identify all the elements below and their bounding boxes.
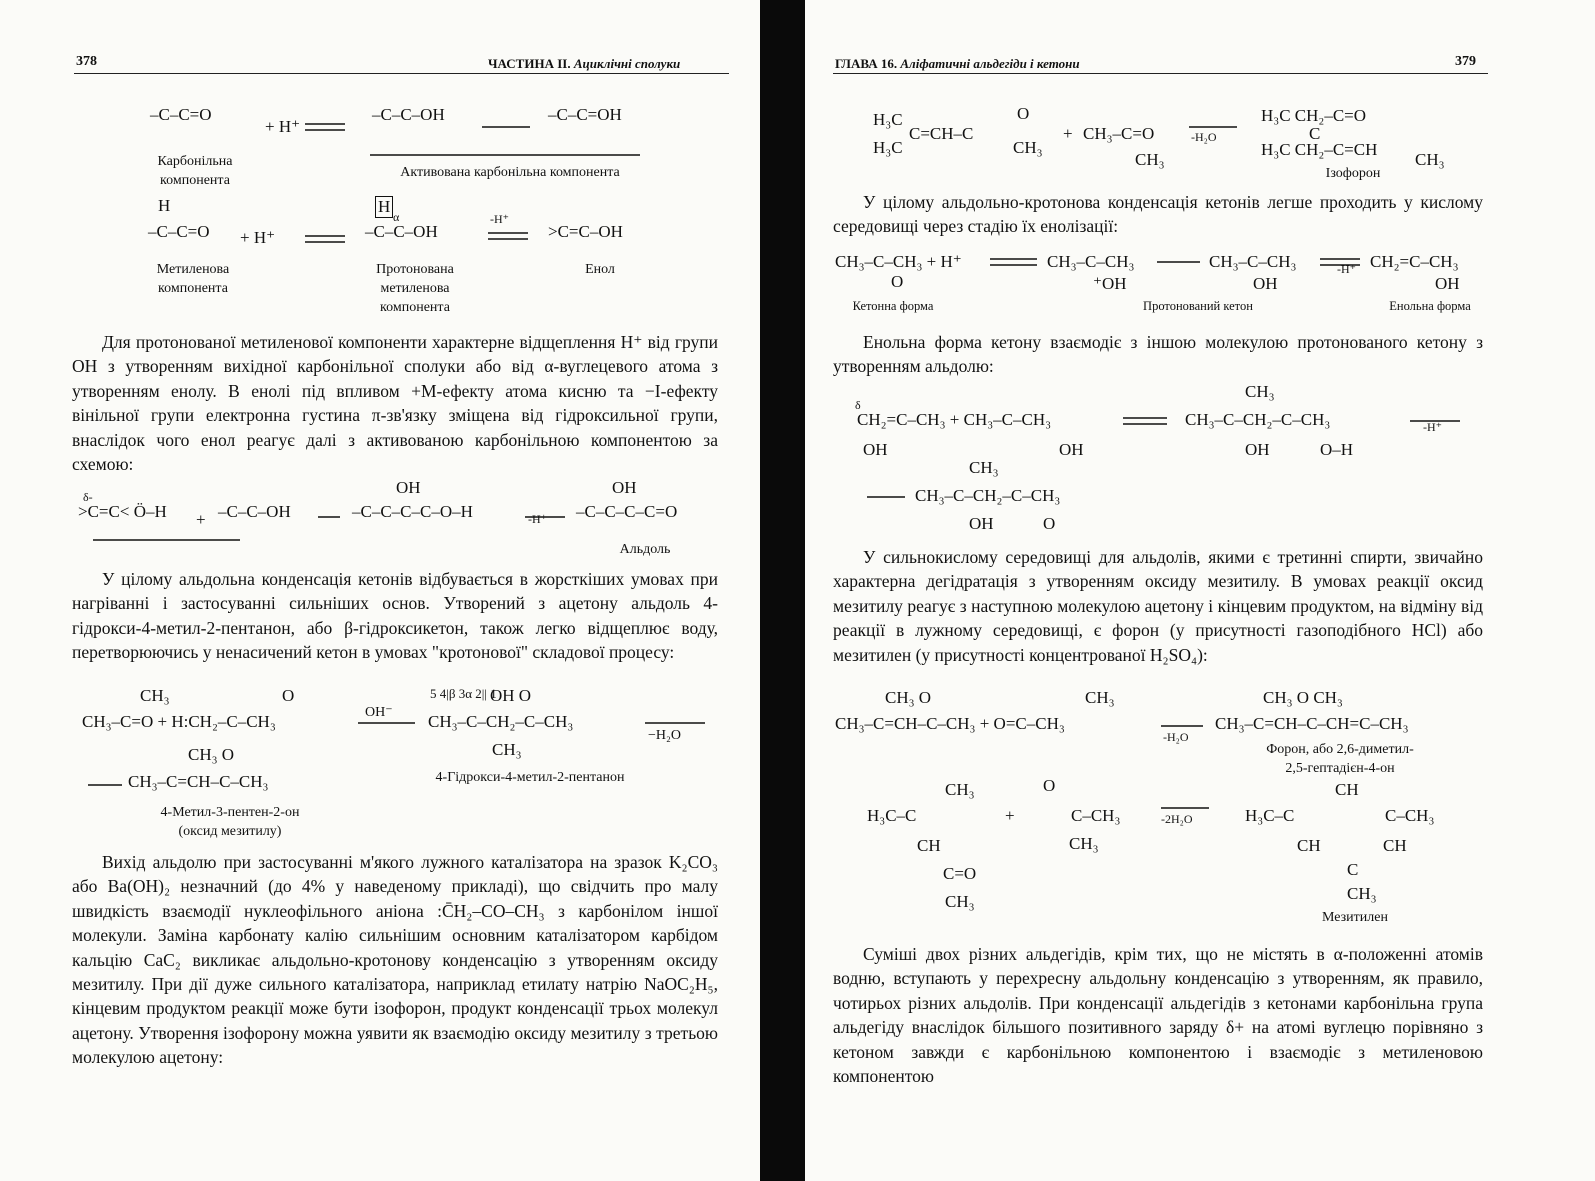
chem-carbonyl: –C–C=O [150,105,212,124]
chem-enol-oh: OH [1435,274,1460,293]
chem-numbering: 5 4|β 3α 2|| 1 [430,686,497,701]
label-hydroxy-pentanone: 4-Гідрокси-4-метил-2-пентанон [435,770,625,785]
chem-ring-ch3: CH₃ [1347,884,1377,903]
chem-isophorone-top: H₃C CH₂–C=O [1261,106,1367,125]
chem-phorone-left-top: CH₃ O [885,688,932,707]
label-phorone-2: 2,5-гептадієн-4-он [1285,761,1395,776]
label-enol-form: Енольна форма [1389,299,1471,313]
chem-m-b2: CH₃ [1069,834,1099,853]
chem-acetone-reactants: CH₃–C=O + H:CH₂–C–CH₃ [82,712,276,731]
chem-oh-catalyst: OH⁻ [365,705,393,720]
chem-ch3-top: CH₃ [140,686,170,705]
chem-activated-2: –C–C=OH [548,105,622,124]
label-activated: Активована карбонільна компонента [400,165,620,180]
chem-o-top: O [282,686,295,705]
chem-alpha: α [393,210,400,224]
chem-product-ch3: CH₃ [969,458,999,477]
header-title: Ациклічні сполуки [573,56,681,71]
left-arrows [0,0,772,1181]
chem-enol: >C=C–OH [548,222,623,241]
chem-ring-top: CH [1335,780,1359,799]
chem-h-boxed: H [375,196,393,218]
chem-ring-br: CH [1383,836,1407,855]
chem-m-a1: H₃C–C [867,806,917,825]
left-paragraph-2: У цілому альдольна конденсація кетонів відбувається в жорсткіших умовах при нагріванні і застосуванні сильніших основ. Утворений з ацетону альдоль 4-гідрокси-4-метил-2-пентанон, або β-гідроксикетон, також легко відщеплює воду, перетворюючись у ненасичений кетон в умовах "кротонової" складової процесу: [72,569,718,663]
chem-isophorone-bottom: H₃C CH₂–C=CH [1261,140,1378,159]
label-mesityl-oxide: 4-Метил-3-пентен-2-он [160,805,300,820]
chem-isophorone-ch3: CH₃ [1415,150,1445,169]
chem-delta: δ [855,398,861,412]
chem-plus-h-2: + H⁺ [240,228,276,247]
chem-oh-a: OH [396,478,421,497]
chem-minus-h2o-2: -H₂O [1163,730,1189,744]
chem-acetone: CH₃–C=O [1083,124,1155,143]
chem-plus-h: + H⁺ [265,117,301,136]
chem-h-top: H [158,196,171,215]
chem-cation-oh: OH [1059,440,1084,459]
chem-ch3: CH₃ [1013,138,1043,157]
header-title: Аліфатичні альдегіди і кетони [900,56,1080,71]
label-phorone: Форон, або 2,6-диметил- [1266,742,1414,757]
chem-phorone-reactants: CH₃–C=CH–C–CH₃ + O=C–CH₃ [835,714,1065,733]
label-carbonyl: Карбонільна компонента [157,154,233,188]
chem-minus-h: -H⁺ [1337,262,1356,276]
chem-ring-bottom: C [1347,860,1359,879]
chem-aldol: –C–C–C–C=O [576,502,678,521]
chem-enol-attack: CH₂=C–CH₃ + CH₃–C–CH₃ [857,410,1052,429]
chem-phorone: CH₃–C=CH–C–CH=C–CH₃ [1215,714,1409,733]
chem-h3c-a: H₃C [873,110,903,129]
chem-protonated: –C–C–OH [365,222,438,241]
chem-m-b1: C–CH₃ [1071,806,1121,825]
chem-plus: + [1063,124,1073,143]
chem-oh-o: OH O [490,686,532,705]
chem-m-b-o: O [1043,776,1056,795]
label-methylene: Метиленова компонента [156,262,230,296]
chem-aldol-product: CH₃–C–CH₂–C–CH₃ [428,712,574,731]
chem-oh-b: OH [612,478,637,497]
chem-acetone-ch3: CH₃ [1135,150,1165,169]
chem-ring-left: H₃C–C [1245,806,1295,825]
label-ketone-form: Кетонна форма [852,299,934,313]
chem-ring-bl: CH [1297,836,1321,855]
chem-m-ch3: CH₃ [945,780,975,799]
chem-aldol-cation: CH₃–C–CH₂–C–CH₃ [1185,410,1331,429]
chem-protonated-oh: ⁺OH [1093,274,1127,293]
right-paragraph-4: Суміші двох різних альдегідів, крім тих, що не містять в α-положенні атомів водню, вступають у перехресну альдольну конденсацію з утворенням, як правило, чотирьох різних альдолів. При конденсації альдегідів з кетонами карбонільна група альдегіду внаслідок більшого позитивного заряду δ+ на атомі вуглецю порівняно з кетоном завжди є карбонільною компонентою і взаємодіє з метиленовою компонентою [833,944,1483,1087]
chem-minus-h-3: -H⁺ [528,512,547,526]
chem-minus-2h2o: -2H₂O [1161,812,1193,826]
chem-isophorone-c: C [1309,124,1321,143]
chem-delta: δ- [83,490,93,504]
chem-m-a3: C=O [943,864,977,883]
label-protonated: Протонована метиленова компонента [376,262,454,315]
label-enol: Енол [585,262,615,277]
chem-ch3-bottom: CH₃ [492,740,522,759]
chem-product-o: O [1043,514,1056,533]
right-paragraph-1: У цілому альдольно-кротонова конденсація кетонів легше проходить у кислому середовищі через стадію їх енолізації: [833,192,1483,237]
chem-plus: + [196,510,206,529]
chem-minus-h-2: -H⁺ [1423,420,1442,434]
chem-m-a4: CH₃ [945,892,975,911]
chem-m-plus: + [1005,806,1015,825]
chem-minus-h: -H⁺ [490,212,509,226]
chem-enol-form: CH₂=C–CH₃ [1370,252,1459,271]
chem-minus-h2o: −H₂O [648,728,681,743]
chem-phorone-top: CH₃ O CH₃ [1263,688,1343,707]
left-paragraph-3: Вихід альдолю при застосуванні м'якого лужного каталізатора на зразок K₂CO₃ або Ba(OH)₂ незначний (до 4% у наведеному прикладі), що свідчить про малу швидкість взаємодії нуклеофільного аніона :C̄H₂–CO–CH₃ з карбонілом іншої молекули. Заміна карбонату калію сильнішим основним каталізатором карбідом кальцію CaC₂ викликає альдольно-кротонову конденсацію з утворенням оксиду мезитилу. При дії дуже сильного каталізатора, наприклад етилату натрію NaOC₂H₅, кінцевим продуктом реакції може бути ізофорон, продукт конденсації трьох молекул ацетону. Утворення ізофорону можна уявити як взаємодію оксиду мезитилу з третьою молекулою ацетону: [72,852,718,1068]
chem-carbocation: CH₃–C–CH₃ [1209,252,1297,271]
chem-aldol-oh2: O–H [1320,440,1354,459]
chem-ring-right: C–CH₃ [1385,806,1435,825]
chem-product-top: CH₃ O [188,745,235,764]
right-paragraph-3: У сильнокислому середовищі для альдолів, якими є третинні спирти, звичайно характерна дегідратація з утворенням оксиду мезитилу. В умовах реакції оксид мезитилу реагує з наступною молекулою ацетону і кінцевим продуктом, на відміну від реакції в лужному середовищі, є форон (у присутності газоподібного HCl) або мезитилен (у присутності концентрованої H₂SO₄): [833,547,1483,665]
right-arrows [805,0,1595,1181]
chem-acetone-ch3-top: CH₃ [1085,688,1115,707]
chem-aldol-oh: OH [1245,440,1270,459]
chem-enol-oh: OH [863,440,888,459]
right-paragraph-2: Енольна форма кетону взаємодіє з іншою молекулою протонованого кетону з утворенням альдолю: [833,332,1483,377]
right-page [805,0,1595,1181]
label-protonated-ketone: Протонований кетон [1143,299,1253,313]
chem-h3c-b: H₃C [873,138,903,157]
chem-mesityl: C=CH–C [909,124,974,143]
left-paragraph-1: Для протонованої метиленової компоненти характерне відщеплення H⁺ від групи OH з утворенням вихідної карбонільної сполуки або від α-вуглецевого атома з утворенням енолу. В енолі під впливом +M-ефекту атома кисню та −I-ефекту вінільної групи електронна густина π-зв'язку зміщена від гідроксильної групи, внаслідок чого енол реагує далі з активованою карбонільною компонентою за схемою: [72,332,718,475]
chem-enol-2: >C=C< Ö–H [78,502,167,521]
chem-m-a2: CH [917,836,941,855]
book-gutter [760,0,810,1181]
chem-minus-h2o: -H₂O [1191,130,1217,144]
chem-protonated-ketone: CH₃–C–CH₃ [1047,252,1135,271]
chem-mesityl-oxide: CH₃–C=CH–C–CH₃ [128,772,269,791]
chem-o: O [1017,104,1030,123]
label-mesitylene: Мезитилен [1322,910,1388,925]
chem-product-oh: OH [969,514,994,533]
chem-carbocation-oh: OH [1253,274,1278,293]
chem-ch3-top: CH₃ [1245,382,1275,401]
header-part: ЧАСТИНА II. [488,56,571,71]
page-number-left: 378 [76,54,97,69]
label-isophorone: Ізофорон [1325,166,1381,181]
header-chapter: ГЛАВА 16. [835,56,898,71]
chem-methylene: –C–C=O [148,222,210,241]
chem-activated-1: –C–C–OH [372,105,445,124]
left-page [0,0,772,1181]
chem-activated-3: –C–C–OH [218,502,291,521]
label-mesityl-oxide-2: (оксид мезитилу) [178,824,282,839]
chem-aldol-product: CH₃–C–CH₂–C–CH₃ [915,486,1061,505]
chem-ketone-o: O [891,272,904,291]
label-aldol: Альдоль [619,542,671,557]
chem-intermediate: –C–C–C–C–O–H [352,502,473,521]
page-number-right: 379 [1455,54,1476,69]
chem-ketone: CH₃–C–CH₃ + H⁺ [835,252,962,271]
